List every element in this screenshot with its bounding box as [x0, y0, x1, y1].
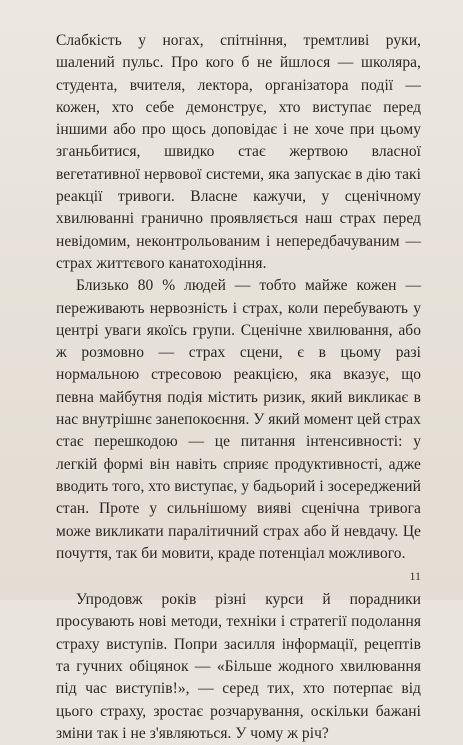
paragraph-1: Слабкість у ногах, спітніння, тремтливі руки, шалений пульс. Про кого б не йшлося — школяра, студента, вчителя, лектора, організатора події — кожен, хто себе демонструє, хто виступає перед іншими або про щось доповідає і не хоче при цьому зганьбитися, швидко стає жертвою власної вегетативної нервової системи, яка запускає в дію такі реакції тривоги. Власне кажучи, у сценічному хвилюванні гранично проявляється наш страх перед невідомим, неконтрольованим і непередбачуваним — страх життєвого канатоходіння.: [56, 32, 421, 272]
section-break: [56, 565, 421, 589]
page-number: 11: [409, 569, 421, 583]
paragraph-2: Близько 80 % людей — тобто майже кожен — переживають нервозність і страх, коли перебувають у центрі уваги якоїсь групи. Сценічне хвилювання, або ж розмовно — страх сцени, є в цьому разі нормальною стресовою реакцією, яка вказує, що певна майбутня подія містить ризик, який викликає в нас внутрішнє занепокоєння. У який момент цей страх стає перешкодою — це питання інтенсивності: у легкій формі він навіть сприяє продуктивності, адже вводить того, хто виступає, у бадьорий і зосереджений стан. Проте у сильнішому вияві сценічна тривога може викликати паралітичний страх або й невдачу. Це почуття, так би мовити, краде потенціал можливого.: [56, 277, 421, 562]
paragraph-3: Упродовж років різні курси й порадники просувають нові методи, техніки і стратегії подолання страху виступів. Попри засилля інформації, рецептів та гучних обіцянок — «Більше жодного хвилювання під час виступів!», — серед тих, хто потерпає від цього страху, зростає розчарування, оскільки бажані зміни так і не з'являються. У чому ж річ?: [56, 591, 421, 742]
